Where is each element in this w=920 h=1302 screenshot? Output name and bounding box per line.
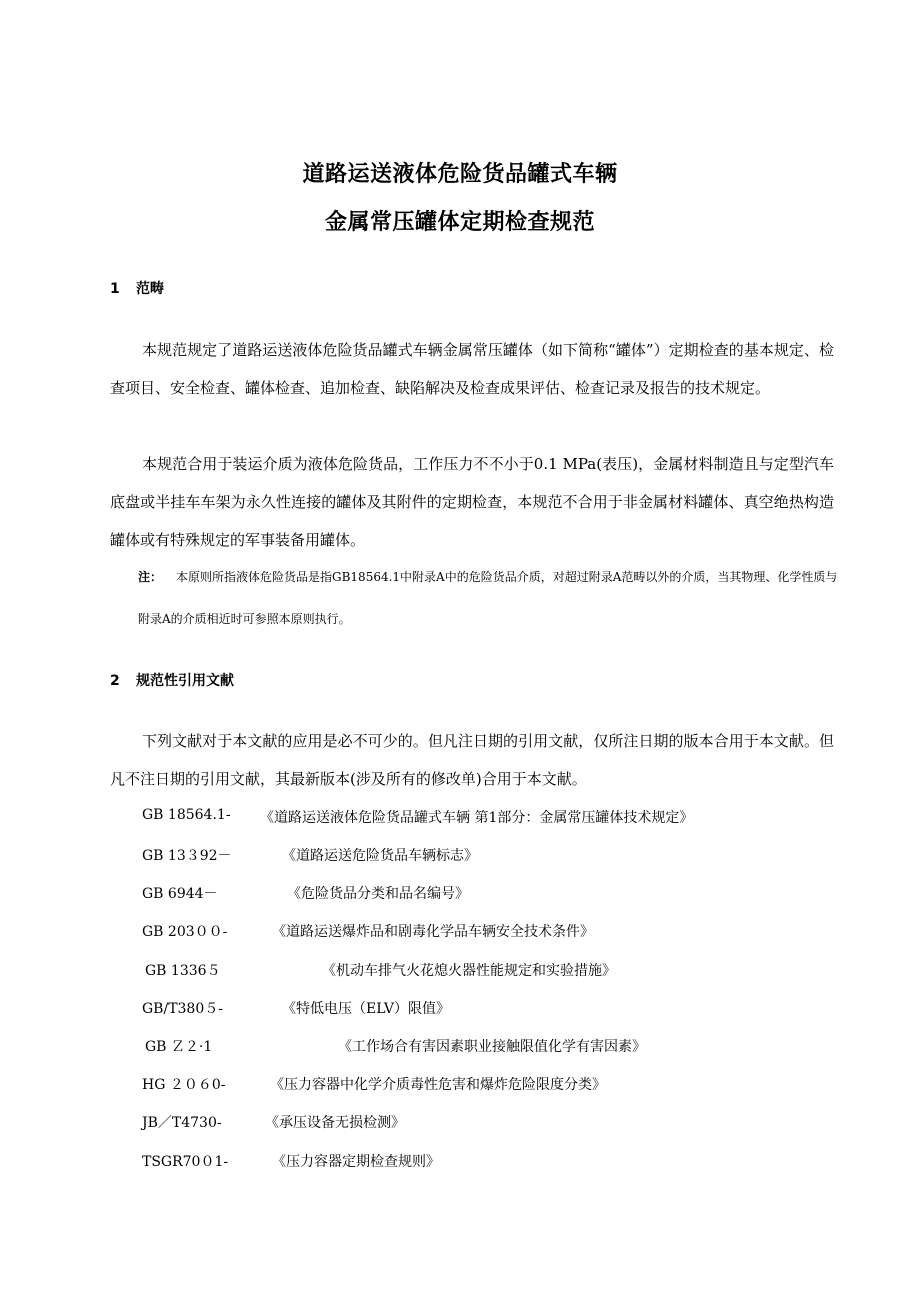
section-heading-references [110, 670, 234, 690]
section-number: 1 [110, 281, 120, 297]
reference-code: HG ２０６0- [142, 1077, 226, 1093]
reference-code: JB／T4730- [142, 1115, 222, 1131]
reference-title: 《道路运送危险货品车辆标志》 [282, 848, 478, 864]
reference-title: 《压力容器定期检查规则》 [272, 1154, 440, 1170]
section-title: 范畴 [136, 281, 164, 297]
reference-title: 《机动车排气火花熄火器性能规定和实验措施》 [322, 963, 616, 979]
document-title-line2: 金属常压罐体定期检查规范 [324, 210, 595, 235]
document-title-line1: 道路运送液体危险货品罐式车辆 [302, 162, 618, 187]
note-text: 本原则所指液体危险货品是指GB18564.1中附录A中的危险货品介质，对超过附录A范畴以外的介质，当其物理、化学性质与附录A的介质相近时可参照本原则执行。 [138, 570, 838, 626]
reference-title: 《道路运送液体危险货品罐式车辆 第1部分：金属常压罐体技术规定》 [260, 810, 694, 826]
reference-code: GB/T380５- [142, 1001, 223, 1017]
section-title: 规范性引用文献 [136, 673, 234, 689]
scope-paragraph-1: 本规范规定了道路运送液体危险货品罐式车辆金属常压罐体（如下简称“罐体”）定期检查的基本规定、检查项目、安全检查、罐体检查、追加检查、缺陷解决及检查成果评估、检查记录及报告的技术规定。 [110, 341, 834, 397]
reference-code: GB Ｚ２·1 [145, 1039, 213, 1055]
reference-title: 《工作场合有害因素职业接触限值化学有害因素》 [338, 1039, 646, 1055]
reference-title: 《压力容器中化学介质毒性危害和爆炸危险限度分类》 [270, 1077, 606, 1093]
reference-title: 《承压设备无损检测》 [265, 1115, 405, 1131]
reference-title: 《特低电压（ELV）限值》 [282, 1001, 450, 1017]
reference-code: GB 18564.1- [142, 807, 231, 823]
reference-code: GB 203００- [142, 924, 228, 940]
reference-code: GB 6944－ [142, 886, 218, 902]
scope-note [138, 556, 842, 640]
scope-paragraph-2: 本规范合用于装运介质为液体危险货品，工作压力不不小于0.1 MPa(表压)，金属材料制造且与定型汽车底盘或半挂车车架为永久性连接的罐体及其附件的定期检查，本规范不合用于非金属材料罐体、真空绝热构造罐体或有特殊规定的军事装备用罐体。 [110, 455, 834, 549]
reference-title: 《道路运送爆炸品和剧毒化学品车辆安全技术条件》 [272, 924, 594, 940]
note-label: 注： [138, 570, 163, 584]
section-number: 2 [110, 673, 120, 689]
reference-code: TSGR70０1- [142, 1154, 229, 1170]
section-heading-scope [110, 278, 164, 298]
reference-title: 《危险货品分类和品名编号》 [287, 886, 469, 902]
reference-code: GB 13３92－ [142, 848, 232, 864]
references-intro-paragraph: 下列文献对于本文献的应用是必不可少的。但凡注日期的引用文献，仅所注日期的版本合用于本文献。但凡不注日期的引用文献，其最新版本(涉及所有的修改单)合用于本文献。 [110, 732, 834, 788]
reference-code: GB 1336５ [145, 963, 221, 979]
